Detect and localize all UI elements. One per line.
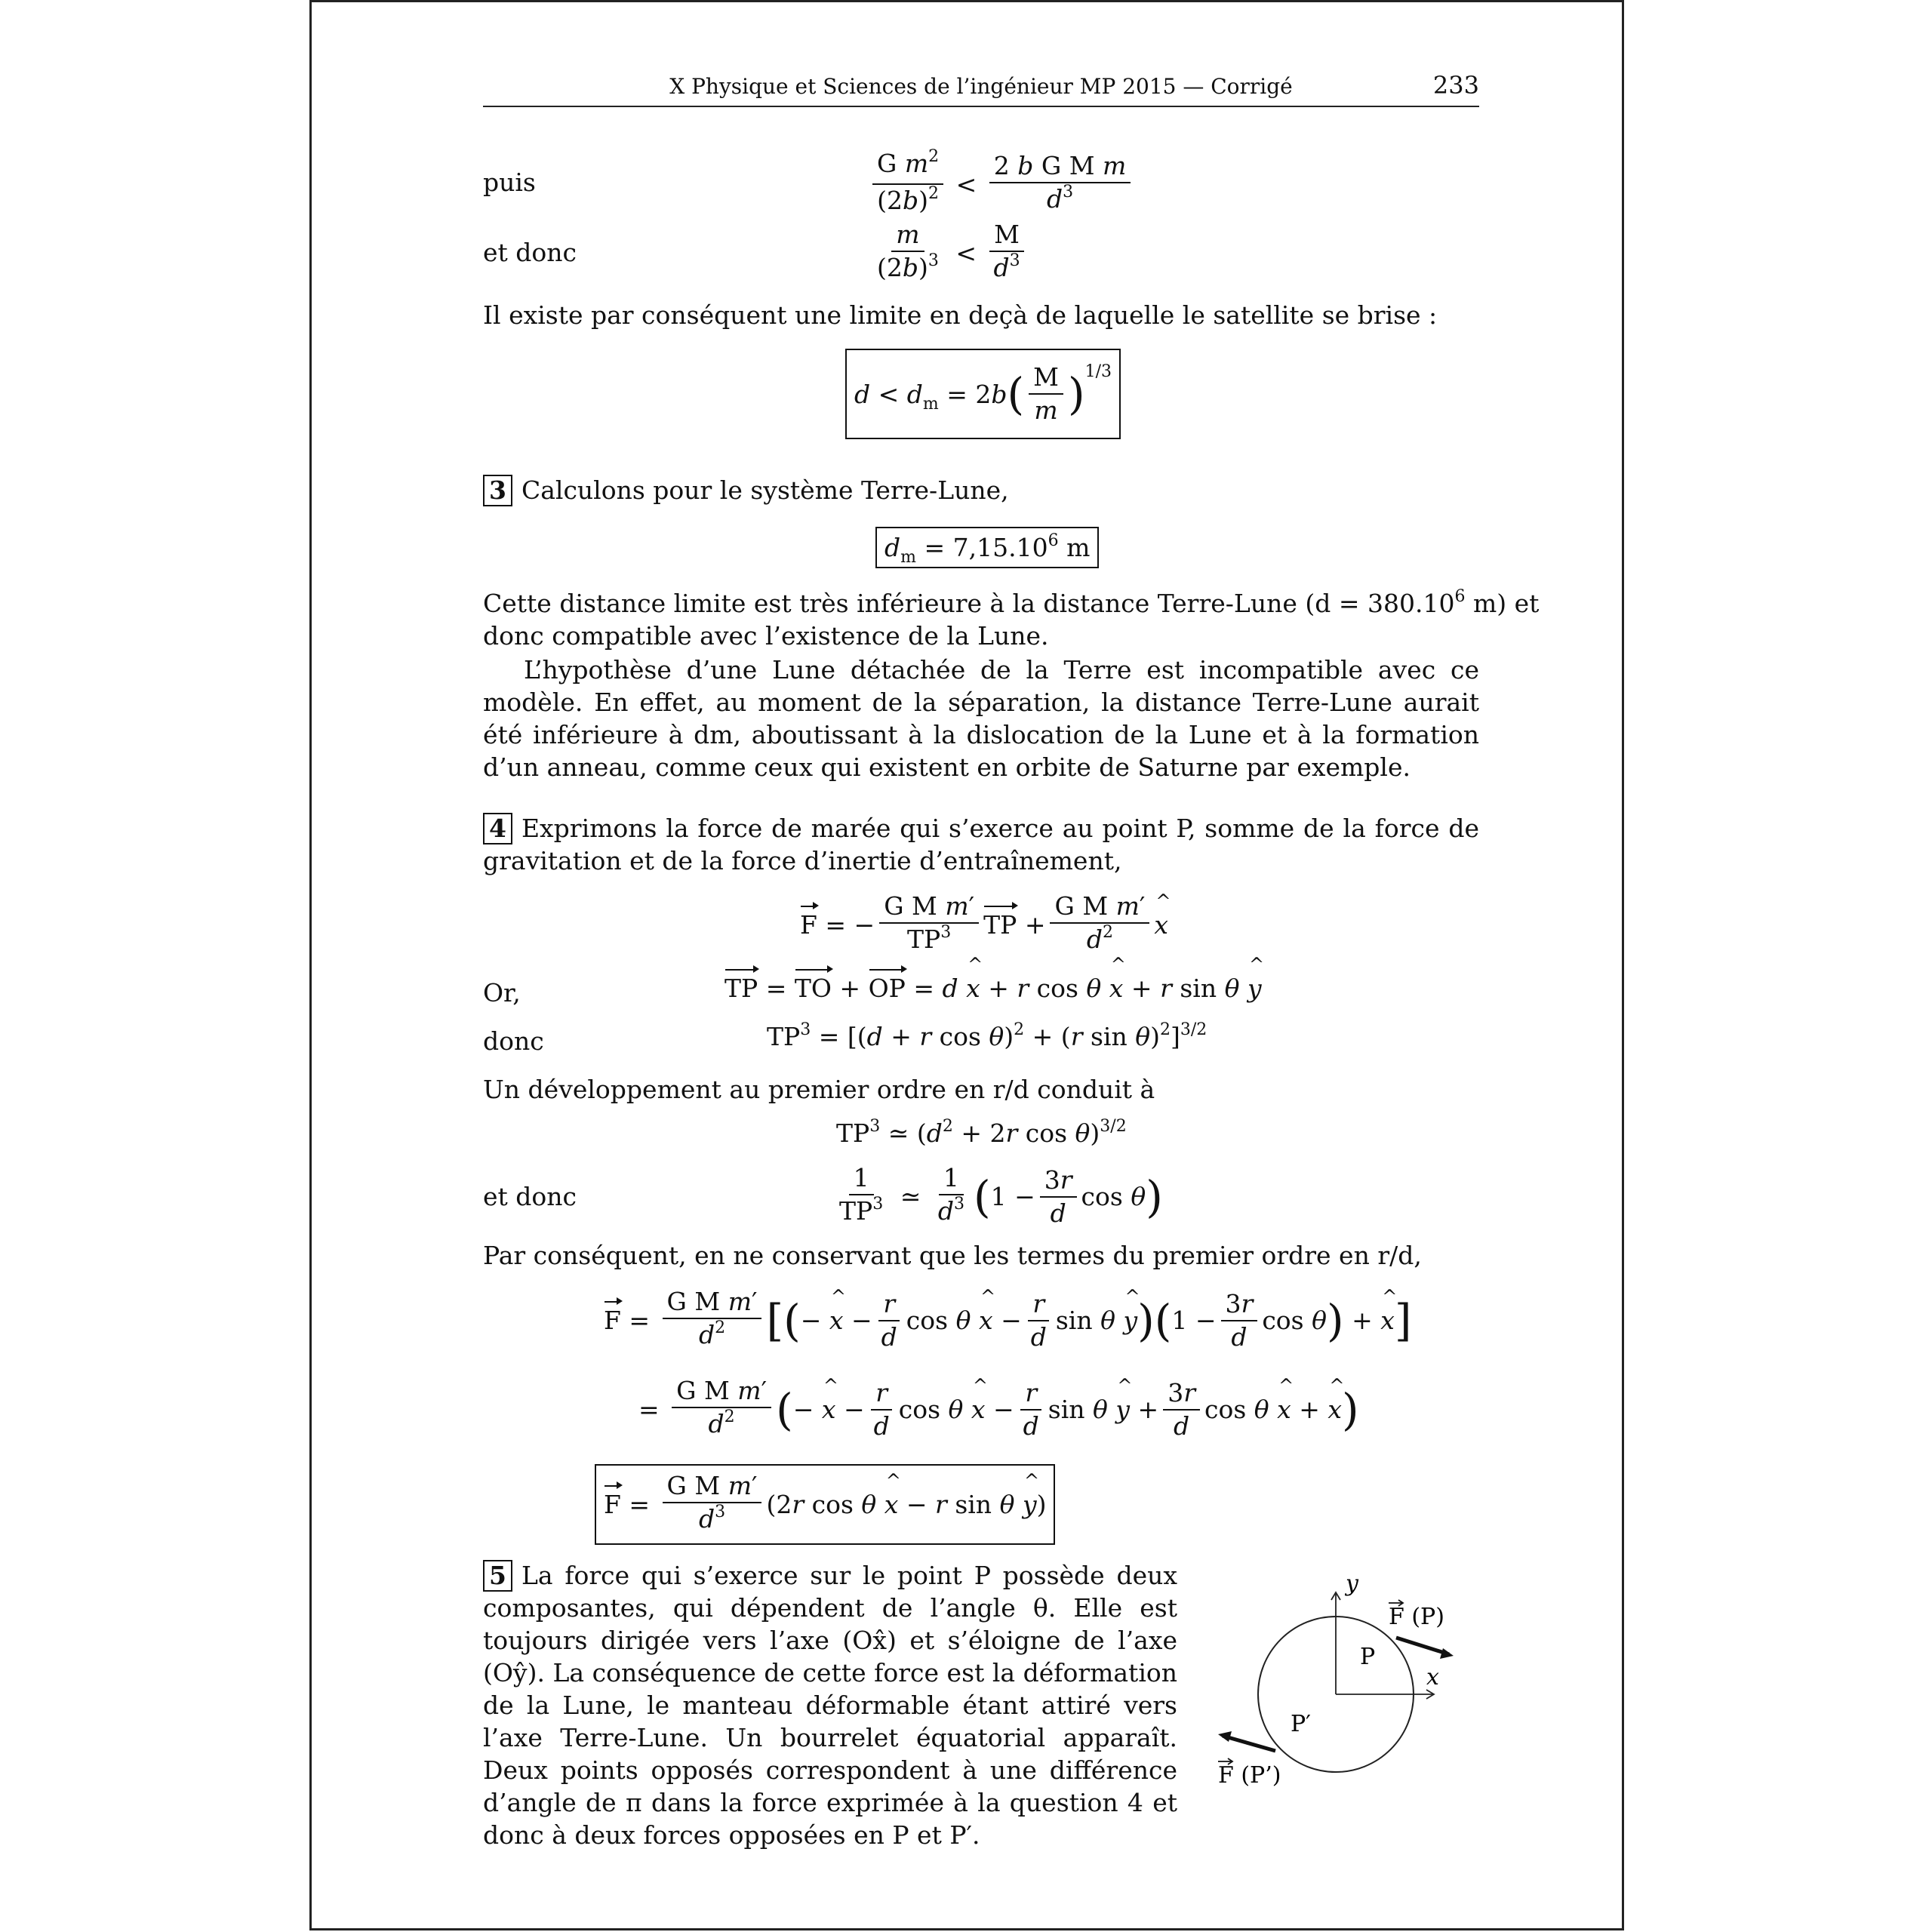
equation-tp-cubed: $TP^3 = [(d + r$ cos θ)$^2$ + (r sin θ)$^2$]$^{3/2}$ [767,1020,1208,1051]
point-p-label: P [1360,1644,1376,1670]
force-arrow-p-prime [1223,1736,1275,1751]
header-rule [483,106,1479,107]
equation-inequality-1: $\frac{G m^2}{(2b)^2}$ < $\frac{\text{2 b G M m}}{d^3}$ [868,148,1135,220]
boxed-limit-formula: $d < d_m = 2b$ ( $\frac{M}{m}$ ) 1/3 [845,349,1121,439]
q4-intro: Exprimons la force de marée qui s’exerce au point P, somme de la force de gravitation et de la force d’inertie d’entraînement, [483,814,1479,875]
tidal-force-figure [1208,1570,1464,1796]
q3-number: 3 [483,475,512,506]
equation-inequality-2: $\frac{m}{(2b)^3}$ < $\frac{M}{d^3}$ [868,219,1029,288]
running-header [483,71,1479,106]
q3-para1-line1: Cette distance limite est très inférieure à la distance Terre-Lune ($d = 380.10^6$ m) et [483,587,1540,618]
q3-para1-line2: donc compatible avec l’existence de la Lune. [483,621,1049,651]
q4-dev: Un développement au premier ordre en r/d conduit à [483,1075,1155,1104]
equation-force-definition: F = − $\frac{\text{G M m′}}{TP^3}$ TP + $\frac{\text{G M m′}}{d^2}$ ^ x [800,891,1168,959]
q3-intro-line [483,474,1009,506]
equation-inverse-tp: $\frac{1}{TP^3}$ ≃ $\frac{1}{d^3}$ ( 1 − $\frac{3r}{d}$ cos θ ) [839,1163,1163,1228]
equation-force-expansion-1: F = $\frac{\text{G M m′}}{d^2}$ [ ( − ^ x − $\frac{r}{d}$ cos θ ^ x − $\frac{r}{d}$ sin θ ^ y ) ( 1 − $\frac{3r}{d}$ cos θ ) + ^ x ] [604,1286,1412,1355]
point-p-prime-label: P′ [1291,1711,1311,1737]
limit-intro: Il existe par conséquent une limite en deçà de laquelle le satellite se brise : [483,300,1438,330]
label-puis: puis [483,168,536,197]
q3-intro: Calculons pour le système Terre-Lune, [521,475,1009,505]
q5-text: La force qui s’exerce sur le point P possède deux composantes, qui dépendent de l’angle θ. Elle est toujours dirigée vers l’axe (Ox̂) et s’éloigne de l’axe (Oŷ). La conséquence de cette force est la déformation de la Lune, le manteau déformable étant attiré vers l’axe Terre-Lune. Un bourrelet équatorial apparaît. Deux points opposés correspondent à une différence d’angle de π dans la force exprimée à la question 4 et donc à deux forces opposées en P et P′. [483,1561,1177,1850]
q3-para2: L’hypothèse d’une Lune détachée de la Terre est incompatible avec ce modèle. En effet, au moment de la séparation, la distance Terre-Lune aurait été inférieure à dm, aboutissant à la dislocation de la Lune et à la formation d’un anneau, comme ceux qui existent en orbite de Saturne par exemple. [483,655,1479,782]
q4-intro-para [483,812,1479,877]
q5-number: 5 [483,1560,512,1592]
force-arrow-p-head [1440,1648,1454,1659]
page-number: 233 [1432,71,1479,100]
label-donc: donc [483,1026,544,1056]
force-arrow-p-prime-head [1218,1731,1232,1742]
boxed-dm-value: $d_m = 7,15.10^6$ m [875,527,1099,568]
equation-tp-vector: TP = TO + OP = d ^ x + r cos θ ^ x + r sin θ ^ y [724,974,1262,1003]
label-et-donc-1: et donc [483,238,577,267]
q5-para [483,1559,1177,1851]
q4-number: 4 [483,813,512,844]
force-arrow-p [1396,1638,1449,1654]
equation-tp-approx: $TP^3$ ≃ ($d^2 + 2r$ cos θ)$^{3/2}$ [836,1117,1127,1148]
y-axis-label: y [1346,1571,1358,1597]
boxed-force-result: F = $\frac{\text{G M m′}}{d^3}$ (2r cos θ ^ x − r sin θ ^ y ) [595,1464,1055,1545]
force-p-label: F (P) [1389,1604,1444,1630]
x-axis-label: x [1426,1664,1439,1690]
equation-force-expansion-2: = $\frac{\text{G M m′}}{d^2}$ ( − ^ x − $\frac{r}{d}$ cos θ ^ x − $\frac{r}{d}$ sin θ ^ y + $\frac{3r}{d}$ cos θ ^ x + ^ x ) [638,1375,1359,1444]
force-p-prime-label: F (P’) [1218,1762,1281,1789]
header-title: X Physique et Sciences de l’ingénieur MP 2015 — Corrigé [669,74,1293,99]
label-or: Or, [483,978,521,1008]
label-et-donc-2: et donc [483,1182,577,1211]
q4-consequent: Par conséquent, en ne conservant que les termes du premier ordre en r/d, [483,1241,1422,1270]
